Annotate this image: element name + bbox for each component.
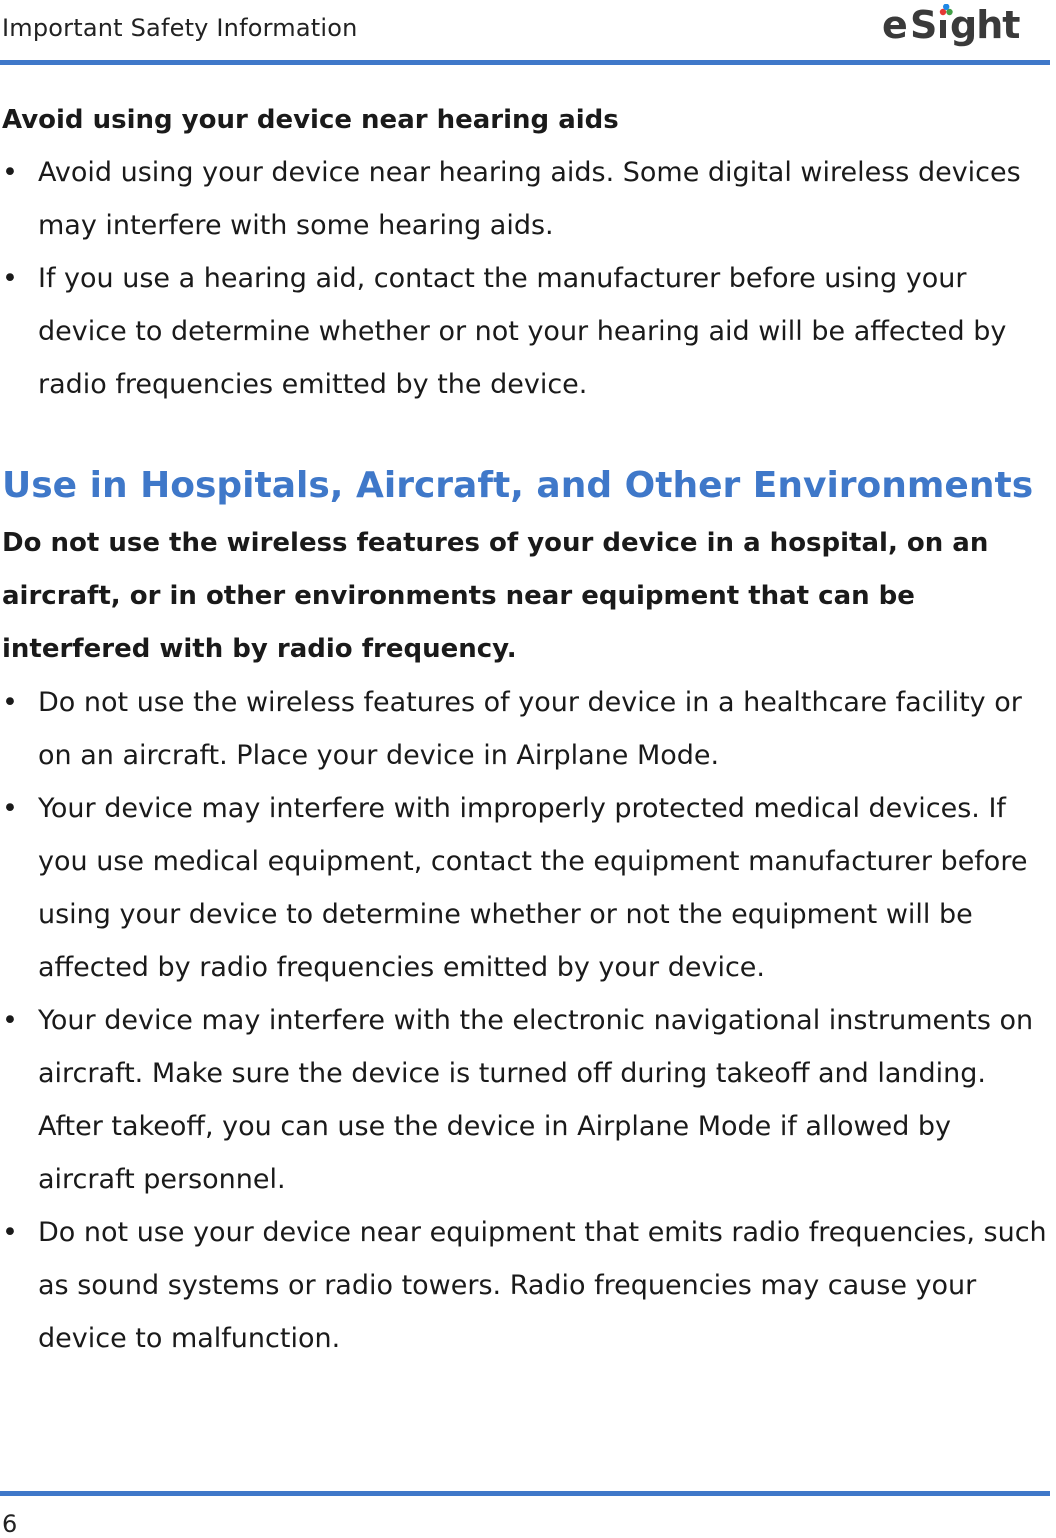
list-item — [2, 782, 1048, 994]
list-item — [2, 146, 1048, 252]
footer-rule — [0, 1491, 1050, 1496]
environments-bullet-list — [2, 676, 1048, 1365]
list-item-text: Your device may interfere with improperly protected medical devices. If you use medical equipment, contact the equipment manufacturer before using your device to determine whether or not the equipment will be affected by radio frequencies emitted by your device. — [38, 793, 1028, 983]
esight-logo — [880, 4, 1052, 52]
bullet-icon: • — [2, 157, 18, 188]
list-item-text: If you use a hearing aid, contact the manufacturer before using your device to determine whether or not your hearing aid will be affected by radio frequencies emitted by the device. — [38, 263, 1007, 400]
list-item-text: Your device may interfere with the electronic navigational instruments on aircraft. Make sure the device is turned off during takeoff and landing. After takeoff, you can use the device in Airplane Mode if allowed by aircraft personnel. — [38, 1005, 1034, 1195]
list-item — [2, 676, 1048, 782]
list-item — [2, 252, 1048, 411]
bullet-icon: • — [2, 1217, 18, 1248]
list-item-text: Avoid using your device near hearing aids. Some digital wireless devices may interfere with some hearing aids. — [38, 157, 1021, 241]
list-item-text: Do not use the wireless features of your device in a healthcare facility or on an aircraft. Place your device in Airplane Mode. — [38, 687, 1022, 771]
page-content — [2, 94, 1048, 1365]
section-title: Use in Hospitals, Aircraft, and Other Environments — [2, 465, 1034, 506]
hearing-aids-bullet-list — [2, 146, 1048, 411]
running-header-title: Important Safety Information — [2, 14, 358, 42]
bullet-icon: • — [2, 1005, 18, 1036]
bullet-icon: • — [2, 793, 18, 824]
svg-text:ght: ght — [950, 4, 1020, 47]
list-item-text: Do not use your device near equipment that emits radio frequencies, such as sound systems or radio towers. Radio frequencies may cause your device to malfunction. — [38, 1217, 1047, 1354]
svg-text:S: S — [910, 4, 937, 47]
list-item — [2, 994, 1048, 1206]
bullet-icon: • — [2, 263, 18, 294]
wireless-features-subhead: Do not use the wireless features of your device in a hospital, on an aircraft, or in other environments near equipment that can be interfered with by radio frequency. — [2, 528, 989, 664]
svg-text:e: e — [882, 4, 907, 47]
header-rule — [0, 60, 1050, 65]
list-item — [2, 1206, 1048, 1365]
bullet-icon: • — [2, 687, 18, 718]
page-number: 6 — [2, 1510, 18, 1538]
hearing-aids-subhead: Avoid using your device near hearing aids — [2, 105, 619, 135]
